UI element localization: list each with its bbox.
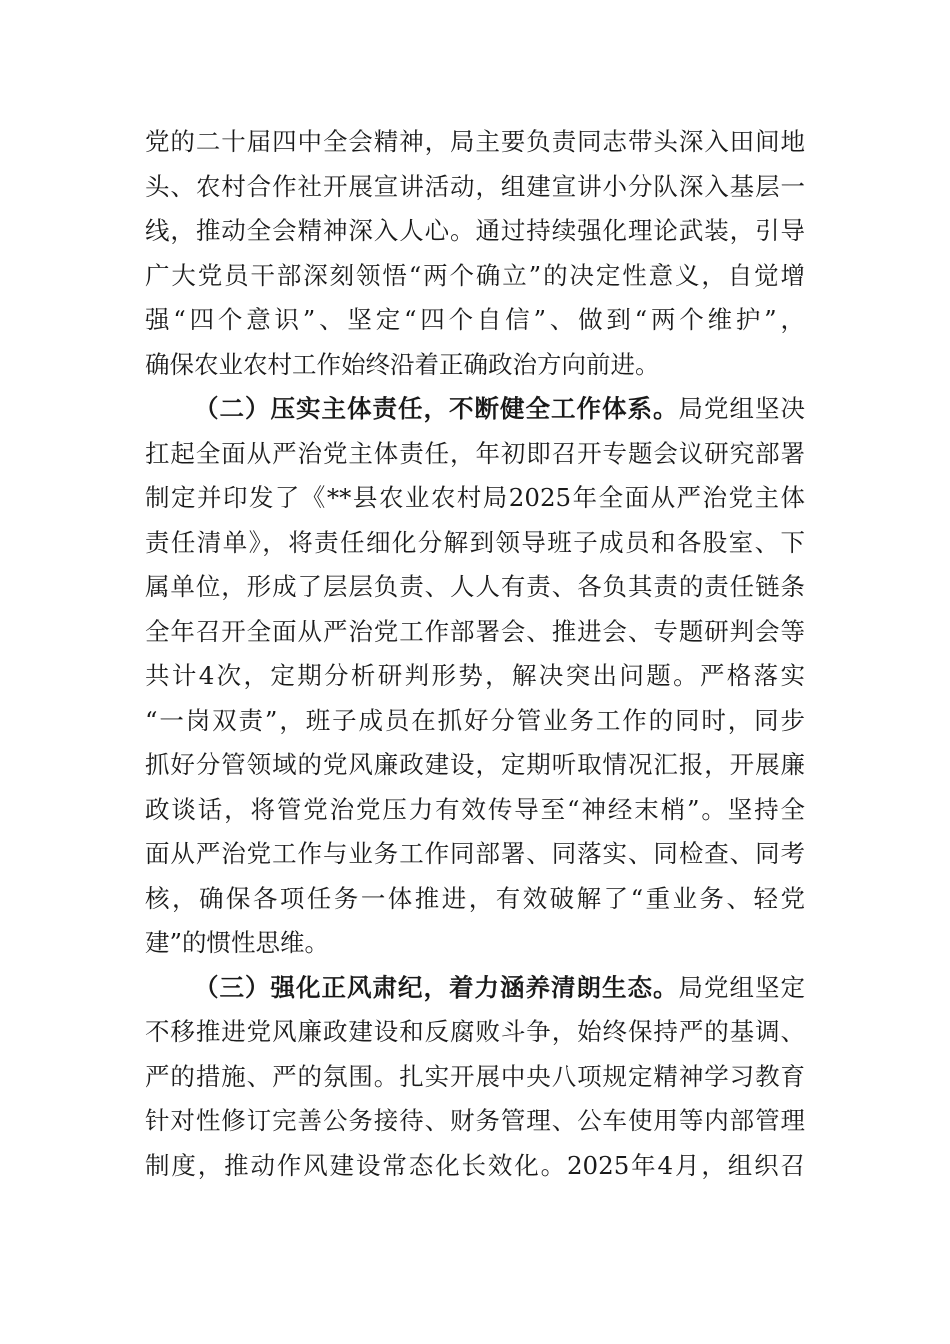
section-heading: （三）强化正风肃纪，着力涵养清朗生态。	[194, 972, 679, 1002]
text-line: 政谈话，将管党治党压力有效传导至“神经末梢”。坚持全	[145, 794, 805, 824]
text-line: 属单位，形成了层层负责、人人有责、各负其责的责任链条	[145, 572, 805, 601]
section-heading: （二）压实主体责任，不断健全工作体系。	[194, 394, 679, 423]
text-line: 针对性修订完善公务接待、财务管理、公车使用等内部管理	[145, 1106, 805, 1135]
text-line: 责任清单》，将责任细化分解到领导班子成员和各股室、下	[145, 527, 805, 557]
text-run: 局党组坚决	[678, 394, 805, 423]
text-line: 头、农村合作社开展宣讲活动，组建宣讲小分队深入基层一	[145, 171, 805, 201]
text-line: 线，推动全会精神深入人心。通过持续强化理论武装，引导	[145, 216, 805, 245]
text-line: 扛起全面从严治党主体责任，年初即召开专题会议研究部署	[145, 438, 805, 468]
text-line: 党的二十届四中全会精神，局主要负责同志带头深入田间地	[145, 127, 805, 156]
text-line: 制度，推动作风建设常态化长效化。2025年4月，组织召	[145, 1150, 805, 1180]
text-line: 广大党员干部深刻领悟“两个确立”的决定性意义，自觉增	[145, 260, 805, 290]
text-line: “一岗双责”，班子成员在抓好分管业务工作的同时，同步	[145, 705, 805, 735]
text-line: 全年召开全面从严治党工作部署会、推进会、专题研判会等	[145, 616, 805, 646]
paragraph-3	[145, 966, 805, 1189]
text-line: 面从严治党工作与业务工作同部署、同落实、同检查、同考	[145, 839, 805, 868]
body-text	[145, 120, 805, 1188]
text-line: 制定并印发了《**县农业农村局2025年全面从严治党主体	[145, 483, 805, 512]
text-line	[145, 966, 805, 1011]
text-run: 局党组坚定	[678, 972, 805, 1002]
text-line	[145, 387, 805, 432]
text-line: 严的措施、严的氛围。扎实开展中央八项规定精神学习教育	[145, 1061, 805, 1091]
text-line: 强“四个意识”、坚定“四个自信”、做到“两个维护”，	[145, 305, 805, 334]
paragraph-2	[145, 387, 805, 966]
text-line: 核，确保各项任务一体推进，有效破解了“重业务、轻党	[145, 883, 805, 913]
text-line: 建”的惯性思维。	[145, 928, 330, 957]
text-line: 抓好分管领域的党风廉政建设，定期听取情况汇报，开展廉	[145, 750, 805, 779]
text-line: 不移推进党风廉政建设和反腐败斗争，始终保持严的基调、	[145, 1017, 805, 1046]
text-line: 共计4次，定期分析研判形势，解决突出问题。严格落实	[145, 661, 805, 690]
text-line: 确保农业农村工作始终沿着正确政治方向前进。	[145, 349, 660, 379]
paragraph-1	[145, 120, 805, 387]
